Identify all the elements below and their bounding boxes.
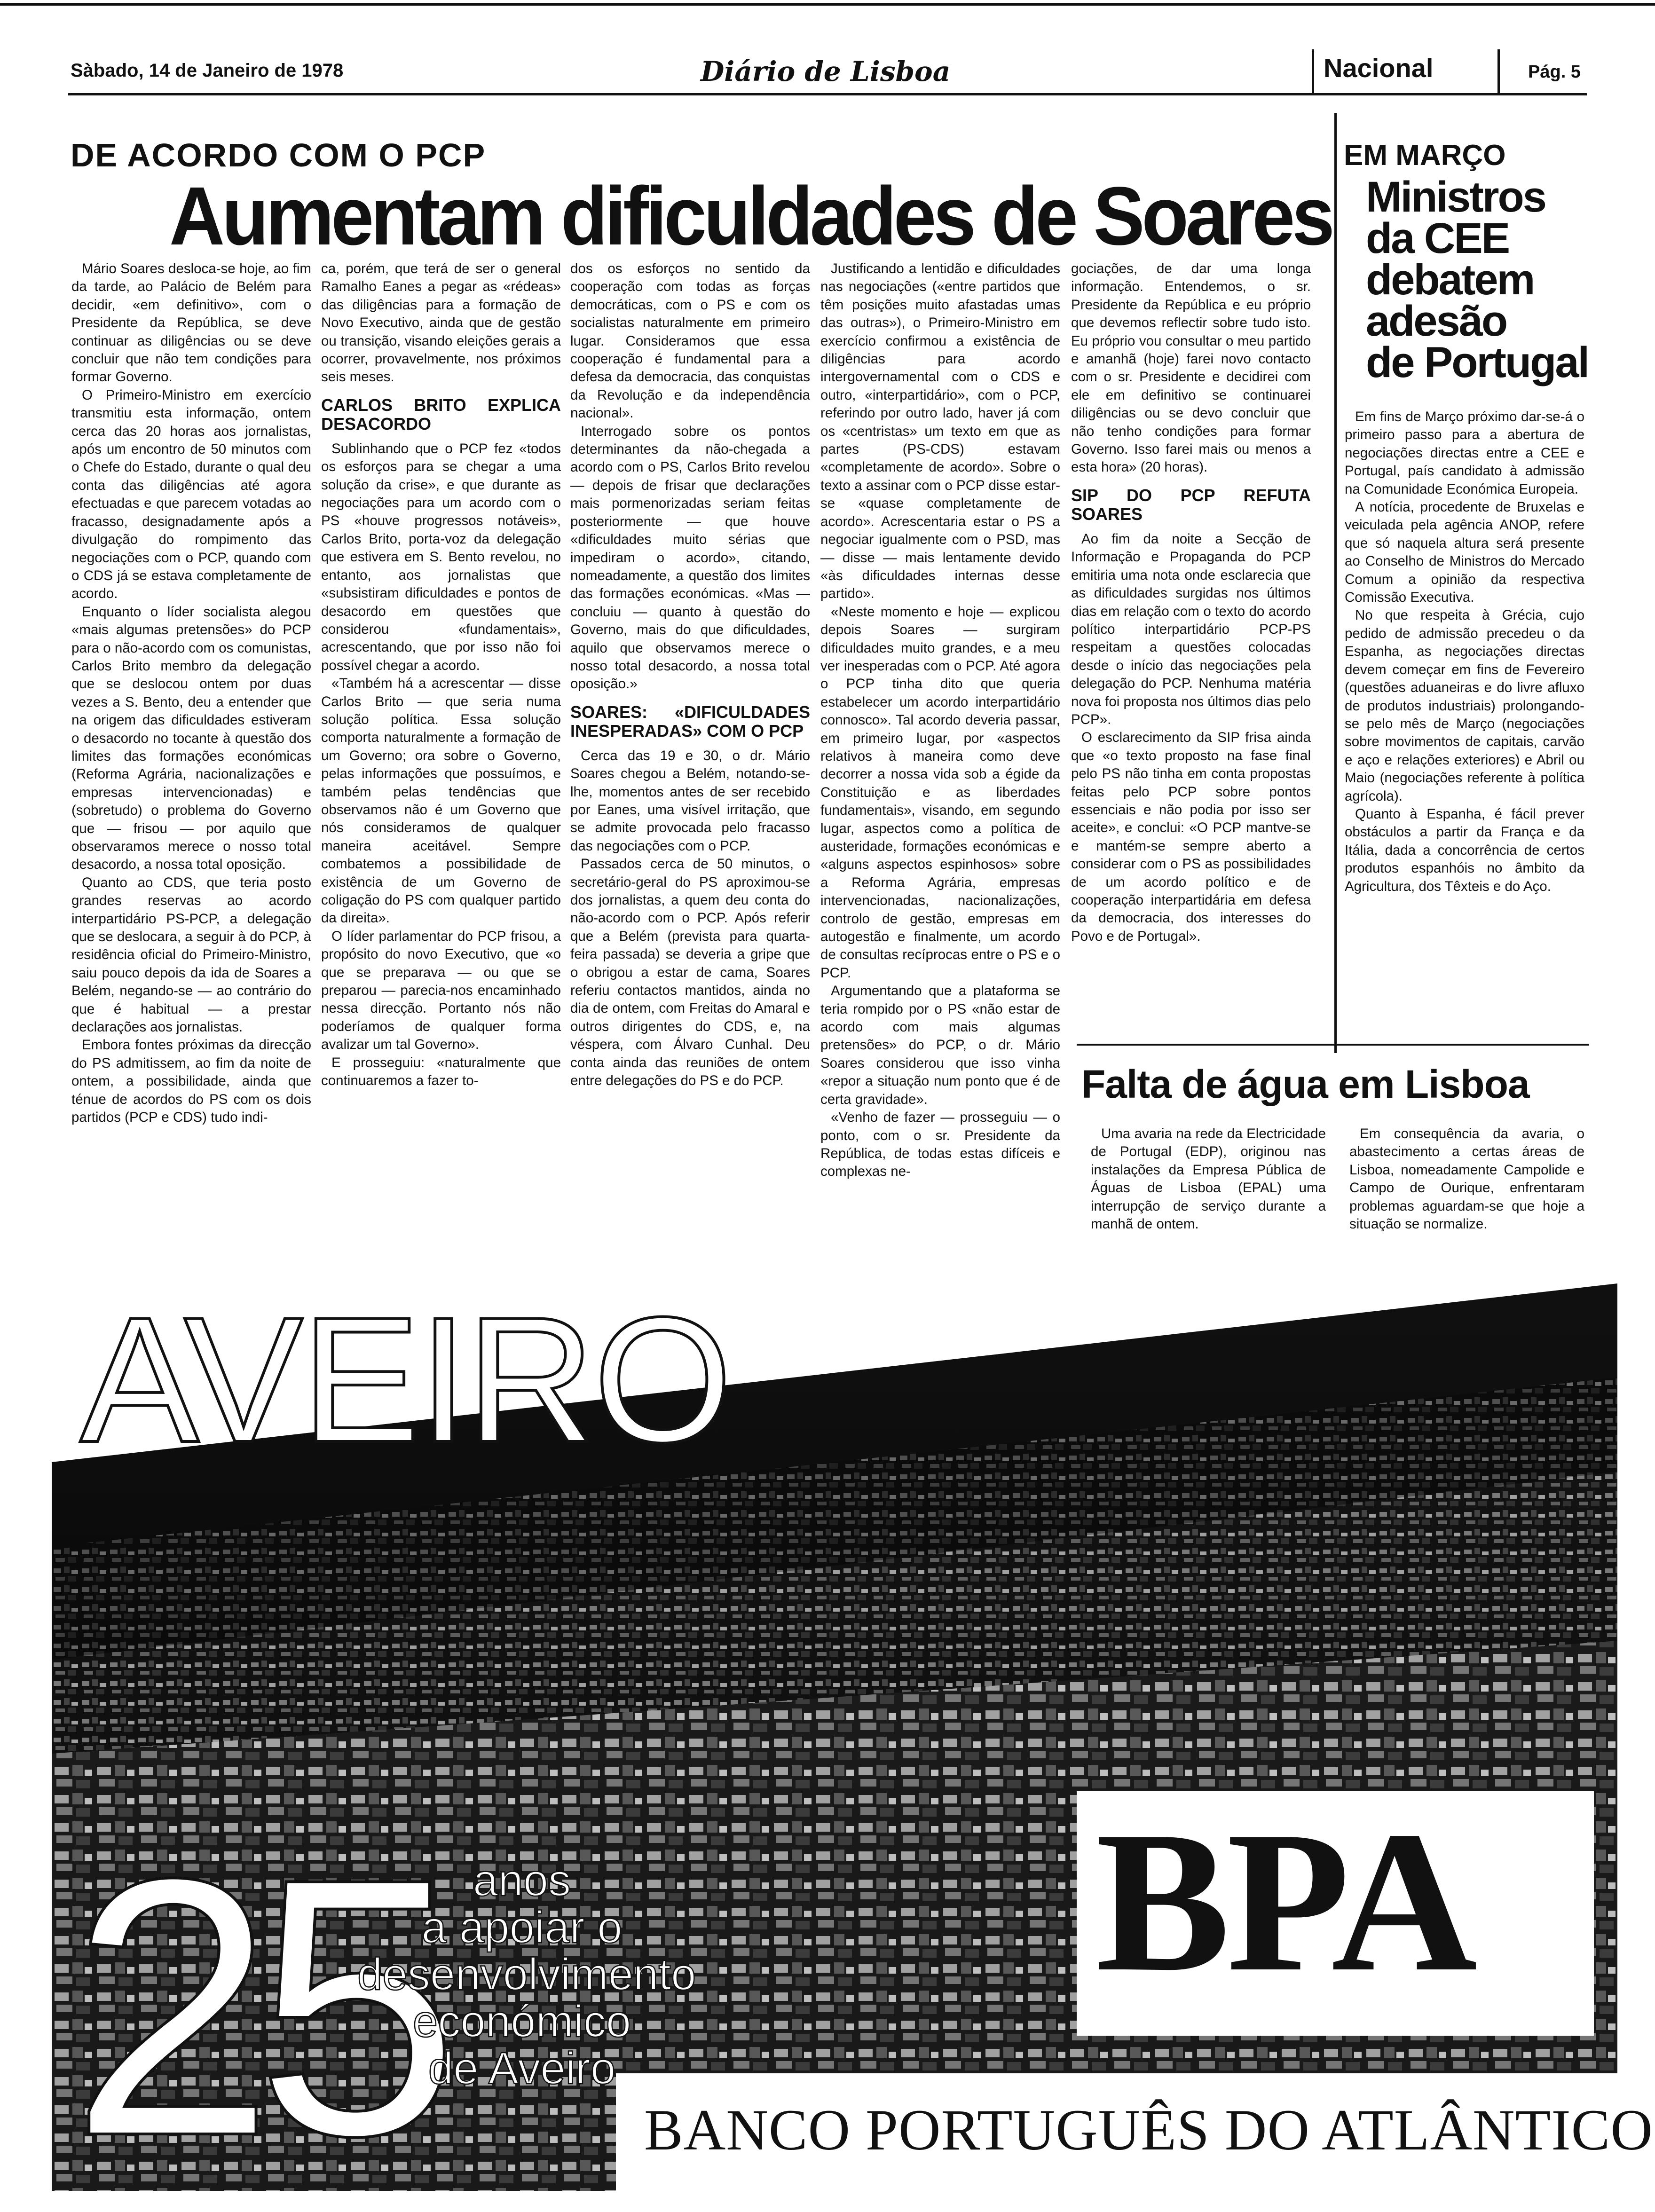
paragraph: ca, porém, que terá de ser o general Ramalho Eanes a pegar as «rédeas» das diligências para a formação de Novo Executivo, ainda que de gestão ou transição, visando eleições gerais a ocorrer, provavelmente, nos próximos seis meses. bbox=[321, 261, 561, 385]
paragraph: Interrogado sobre os pontos determinantes da não-chegada a acordo com o PS, Carlos Brito revelou — depois de frisar que declarações mais pormenorizadas seriam feitas posteriormente — que houve «dificuldades muito sérias que impediram o acordo», citando, nomeadamente, a questão dos limites das formações económicas. «Mas — concluiu — quanto à questão do Governo, mais do que dificuldades, aquilo que observamos merece o nosso total desacordo, a nossa total oposição.» bbox=[570, 423, 810, 692]
subhead-soares: SOARES: «DIFICULDADES INESPERADAS» COM O PCP bbox=[570, 702, 810, 740]
paragraph: Argumentando que a plataforma se teria rompido por o PS «não estar de acordo com mais algumas pretensões» do PCP, o dr. Mário Soares considerou que isso vinha «repor a situação num ponto que é de certa gravidade». bbox=[820, 983, 1060, 1107]
paragraph: «Neste momento e hoje — explicou depois Soares — surgiram dificuldades muito grandes, e a meu ver inesperadas com o PCP. Até agora o PCP tinha dito que queria estabelecer um acordo interpartidário connosco». Tal acordo deveria passar, em primeiro lugar, por «aspectos relativos à maneira como deve decorrer a nossa vida sob a égide da Constituição e as liberdades fundamentais», visando, em segundo lugar, aspectos como a política de austeridade, formações económicas e «alguns aspectos espinhosos» sobre a Reforma Agrária, empresas intervencionadas, nacionalizações, controlo de gestão, empresas em autogestão e finalmente, um acordo de consultas recíprocas entre o PS e o PCP. bbox=[820, 604, 1060, 981]
water-headline: Falta de água em Lisboa bbox=[1081, 1062, 1529, 1106]
page-number: Pág. 5 bbox=[1528, 62, 1581, 82]
paragraph: Ao fim da noite a Secção de Informação e Propaganda do PCP emitiria uma nota onde esclarecia que as dificuldades surgidas nos últimos dias em relação com o texto do acordo político interpartidário PCP-PS respeitam a questões colocadas desde o início das negociações pela delegação do PCP. Nenhuma matéria nova foi proposta nos últimos dias pelo PCP». bbox=[1071, 531, 1311, 727]
paragraph: Passados cerca de 50 minutos, o secretário-geral do PS aproximou-se dos jornalistas, a quem deu conta do não-acordo com o PCP. Após referir que a Belém (prevista para quarta-feira passada) se deveria a gripe que o obrigou a estar de cama, Soares referiu contactos mantidos, ainda no dia de ontem, com Freitas do Amaral e outros dirigentes do CDS, e, na véspera, com Álvaro Cunhal. Deu conta ainda das reuniões de ontem entre delegações do PS e do PCP. bbox=[570, 856, 810, 1089]
masthead-date: Sàbado, 14 de Janeiro de 1978 bbox=[71, 60, 344, 81]
paragraph: Mário Soares desloca-se hoje, ao fim da tarde, ao Palácio de Belém para decidir, «em definitivo», com o Presidente da República, se deve continuar as diligências ou se deve concluir que não tem condições para formar Governo. bbox=[71, 261, 311, 385]
side-headline-line: adesão bbox=[1366, 297, 1507, 345]
side-headline-line: debatem bbox=[1366, 256, 1534, 304]
paragraph: «Também há a acrescentar — disse Carlos Brito — que seria numa solução política. Essa solução comporta naturalmente a formação de um Governo; ora sobre o Governo, pelas informações que possuímos, e também pelas tendências que observamos não é um Governo que nós consideramos de qualquer maneira aceitável. Sempre combatemos a possibilidade de existência de um Governo de coligação do PS com qualquer partido da direita». bbox=[321, 676, 561, 926]
masthead-rule bbox=[68, 93, 1587, 95]
paragraph: dos os esforços no sentido da cooperação com todas as forças democráticas, com o PS e com os socialistas naturalmente em primeiro lugar. Consideramos que essa cooperação é fundamental para a defesa da democracia, das conquistas da Revolução e da independência nacional». bbox=[570, 261, 810, 421]
main-column-5 bbox=[1071, 260, 1311, 945]
ad-tagline-line: a apoiar o bbox=[421, 1902, 623, 1952]
bpa-logo: BPA bbox=[1095, 1790, 1474, 2014]
water-column-2 bbox=[1349, 1125, 1584, 1233]
paragraph: Embora fontes próximas da direcção do PS admitissem, ao fim da noite de ontem, a possibilidade, ainda que ténue de acordos do PS com os dois partidos (PCP e CDS) tudo indi- bbox=[71, 1037, 311, 1126]
paragraph: Sublinhando que o PCP fez «todos os esforços para se chegar a uma solução da crise», e que durante as negociações para um acordo com o PS «houve progressos notáveis», Carlos Brito, porta-voz da delegação que estivera em S. Bento revelou, no entanto, aos jornalistas que «subsistiram dificuldades e pontos de desacordo em questões que considerou «fundamentais», acrescentando, que por isso não foi possível chegar a acordo. bbox=[321, 441, 561, 673]
main-column-3 bbox=[570, 260, 810, 1090]
paragraph: Cerca das 19 e 30, o dr. Mário Soares chegou a Belém, notando-se-lhe, momentos antes de ser recebido por Eanes, uma visível irritação, que se admite provocada pelo fracasso das negociações com o PCP. bbox=[570, 748, 810, 854]
paragraph: O esclarecimento da SIP frisa ainda que «o texto proposto na fase final pelo PS não tinha em conta propostas feitas pelo PCP sobre pontos essenciais e não podia por isso ser aceite», e conclui: «O PCP mantve-se e mantém-se sempre aberto a considerar com o PS as possibilidades de um acordo político e de cooperação interpartidária em defesa da democracia, dos interesses do Povo e de Portugal». bbox=[1071, 730, 1311, 944]
side-headline-line: de Portugal bbox=[1366, 338, 1589, 386]
side-kicker: EM MARÇO bbox=[1344, 139, 1506, 172]
water-article-top-rule bbox=[1077, 1044, 1589, 1046]
paragraph: A notícia, procedente de Bruxelas e veiculada pela agência ANOP, refere que só naquela altura será presente ao Conselho de Ministros do Mercado Comum a opinião da respectiva Comissão Executiva. bbox=[1345, 499, 1584, 606]
subhead-sip: SIP DO PCP REFUTA SOARES bbox=[1071, 485, 1311, 524]
section-box-left bbox=[1312, 49, 1314, 95]
water-column-1 bbox=[1091, 1125, 1326, 1233]
paragraph: gociações, de dar uma longa informação. Entendemos, o sr. Presidente da República e eu próprio que devemos reflectir sobre tudo isto. Eu próprio vou consultar o meu partido e amanhã (hoje) farei novo contacto com o sr. Presidente e decidirei com ele em definitivo se continuarei diligências ou se devo concluir que não tenho condições para formar Governo. Isso farei mais ou menos a esta hora» (20 horas). bbox=[1071, 261, 1311, 475]
main-column-2 bbox=[321, 260, 561, 1090]
paragraph: Quanto à Espanha, é fácil prever obstáculos a partir da França e da Itália, dada a concorrência de certos produtos espanhóis no âmbito da Agricultura, dos Têxteis e do Aço. bbox=[1345, 806, 1584, 894]
paragraph: Justificando a lentidão e dificuldades nas negociações («entre partidos que têm posições muito afastadas umas das outras»), o Primeiro-Ministro em exercício confirmou a existência de diligências para acordo intergovernamental com o CDS e outro, «interpartidário», com o PCP, referindo por outro lado, haver já com os «centristas» um texto em que as partes (PS-CDS) estavam «completamente de acordo». Sobre o texto a assinar com o PCP disse estar-se «quase completamente de acordo». Acrescentaria estar o PS a negociar igualmente com o PSD, mas — disse — mais lentamente devido «às dificuldades internas desse partido». bbox=[820, 261, 1060, 602]
paragraph: O líder parlamentar do PCP frisou, a propósito do novo Executivo, que «o que se preparava — ou que se preparou — parecia-nos encaminhado nessa direcção. Portanto nós não poderíamos de qualquer forma avalizar um tal Governo». bbox=[321, 928, 561, 1053]
paragraph: Quanto ao CDS, que teria posto grandes reservas ao acordo interpartidário PS-PCP, a delegação que se deslocara, a seguir à do PCP, à residência oficial do Primeiro-Ministro, saiu pouco depois da ida de Soares a Belém, negando-se — ao contrário do que é habitual — a prestar declarações aos jornalistas. bbox=[71, 874, 311, 1035]
paragraph: Enquanto o líder socialista alegou «mais algumas pretensões» do PCP para o não-acordo com os comunistas, Carlos Brito membro da delegação que se deslocou ontem por duas vezes a S. Bento, deu a entender que na origem das dificuldades estiveram o desacordo no tocante à questão dos limites das formações económicas (Reforma Agrária, nacionalizações e empresas intervencionadas) e (sobretudo) o problema do Governo que — frisou — por aquilo que observaramos merece o nosso total desacordo, a nossa total oposição. bbox=[71, 604, 311, 873]
ad-tagline-line: económico bbox=[412, 1996, 631, 2047]
main-kicker: DE ACORDO COM O PCP bbox=[71, 137, 486, 173]
main-headline: Aumentam dificuldades de Soares bbox=[169, 170, 1332, 262]
paragraph: Em consequência da avaria, o abastecimento a certas áreas de Lisboa, nomeadamente Campolide e Campo de Ourique, enfrentaram problemas aguardam-se que hoje a situação se normalize. bbox=[1349, 1126, 1584, 1232]
paragraph: Uma avaria na rede da Electricidade de Portugal (EDP), originou nas instalações da Empresa Pública de Águas de Lisboa (EPAL) uma interrupção de serviço durante a manhã de ontem. bbox=[1091, 1126, 1326, 1232]
side-headline-line: Ministros bbox=[1366, 173, 1545, 221]
side-headline bbox=[1366, 173, 1589, 386]
top-border bbox=[0, 3, 1655, 6]
ad-years: 25 bbox=[71, 1803, 441, 2212]
section-box-right bbox=[1497, 49, 1500, 95]
bank-name: BANCO PORTUGUÊS DO ATLÂNTICO bbox=[644, 2098, 1653, 2162]
ad-tagline-line: anos bbox=[473, 1855, 571, 1905]
ad-tagline-line: desenvolvimento bbox=[357, 1949, 696, 1999]
paragraph: E prosseguiu: «naturalmente que continuaremos a fazer to- bbox=[321, 1055, 561, 1089]
side-headline-line: da CEE bbox=[1366, 214, 1509, 262]
ad-tagline-line: de Aveiro bbox=[428, 2043, 616, 2094]
ad-city-name: AVEIRO bbox=[80, 1280, 731, 1480]
newspaper-name: Diário de Lisboa bbox=[701, 55, 951, 87]
main-column-1 bbox=[71, 260, 311, 1127]
paragraph: O Primeiro-Ministro em exercício transmitiu esta informação, ontem cerca das 20 horas aos jornalistas, após um encontro de 50 minutos com o Chefe do Estado, durante o qual deu conta das diligências até agora efectuadas e que parecem votadas ao fracasso, designadamente após a divulgação do rompimento das negociações com o PCP, quando com o CDS já se estava completamente de acordo. bbox=[71, 387, 311, 602]
ad-tagline bbox=[357, 1855, 696, 2094]
paragraph: No que respeita à Grécia, cujo pedido de admissão precedeu o da Espanha, as negociações directas devem começar em fins de Fevereiro (questões aduaneiras e do livre afluxo de produtos industriais) prolongando-se pelo mês de Março (negociações sobre movimentos de capitais, carvão e aço e relações exteriores) e Abril ou Maio (negociações referente à política agrícola). bbox=[1345, 607, 1584, 804]
paragraph: Em fins de Março próximo dar-se-á o primeiro passo para a abertura de negociações directas entre a CEE e Portugal, país candidato à admissão na Comunidade Económica Europeia. bbox=[1345, 409, 1584, 497]
paragraph: «Venho de fazer — prosseguiu — o ponto, com o sr. Presidente da República, de todas estas difíceis e complexas ne- bbox=[820, 1110, 1060, 1180]
subhead-carlos-brito: CARLOS BRITO EXPLICA DESACORDO bbox=[321, 395, 561, 433]
main-column-4 bbox=[820, 260, 1060, 1181]
section-name: Nacional bbox=[1324, 53, 1434, 83]
side-article-body bbox=[1345, 408, 1584, 896]
side-column-rule bbox=[1334, 113, 1337, 1053]
